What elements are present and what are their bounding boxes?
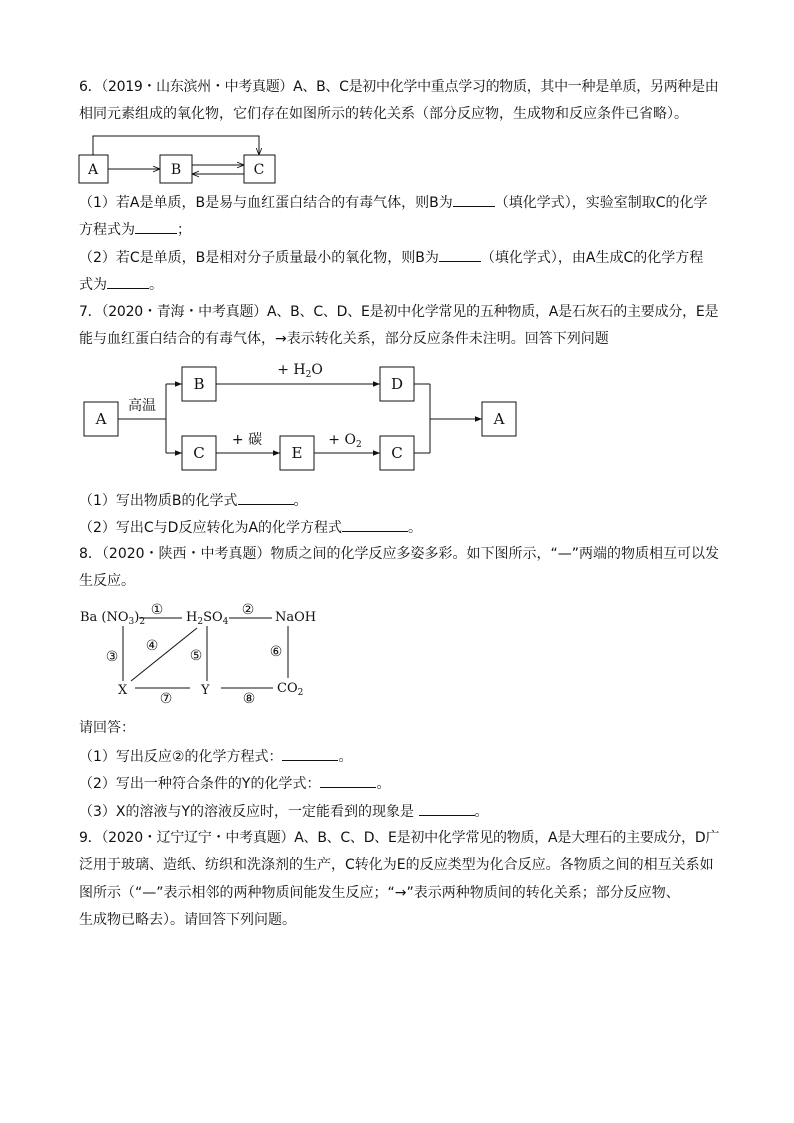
- q6-sub2-text-a: （2）若C是单质，B是相对分子质量最小的氧化物，则B为: [79, 250, 439, 266]
- q8-node-y: Y: [201, 683, 210, 698]
- q8-sub3-blank[interactable]: [419, 801, 475, 816]
- q7-sub1-text-a: （1）写出物质B的化学式: [79, 493, 238, 509]
- q6-node-b: B: [170, 162, 182, 178]
- q8-sub1-blank[interactable]: [282, 746, 338, 761]
- q6-sub1-text-b: （填化学式），实验室制取C的化学: [494, 195, 708, 211]
- q8-sub3-text-a: （3）X的溶液与Y的溶液反应时，一定能看到的现象是: [79, 804, 419, 820]
- q8-sub1-text-b: 。: [338, 749, 353, 765]
- q7-sub2-text-a: （2）写出C与D反应转化为A的化学方程式: [79, 520, 343, 536]
- q8-header-line1: 8．（2020・陕西・中考真题）物质之间的化学反应多姿多彩。如下图所示，“—”两端的物质相互可以发: [79, 546, 720, 562]
- q8-node-ba-no3-2: Ba $(NO_3)_2$: [80, 610, 146, 627]
- q8-sub2-text-a: （2）写出一种符合条件的Y的化学式：: [79, 776, 321, 792]
- q6-sub1-text-d: ；: [177, 222, 191, 238]
- q7-node-b: B: [193, 375, 205, 393]
- q8-header-line2: 生反应。: [79, 573, 135, 589]
- q7-label-plus-water: + $H_2O$: [277, 362, 323, 380]
- q9-line4: 生成物已略去）。请回答下列问题。: [79, 912, 296, 928]
- q9-line1: 9．（2020・辽宁辽宁・中考真题）A、B、C、D、E是初中化学常见的物质，A是大理石的主要成分，D广: [79, 830, 720, 846]
- q6-sub1-text-a: （1）若A是单质，B是易与血红蛋白结合的有毒气体，则B为: [79, 195, 453, 211]
- q7-node-a-left: A: [95, 410, 107, 428]
- q8-label-3: ③: [105, 649, 119, 665]
- q8-sub1: [79, 746, 352, 767]
- q8-sub3-text-b: 。: [474, 804, 489, 820]
- q6-node-a: A: [87, 162, 99, 178]
- q8-label-2: ②: [241, 602, 255, 618]
- q8-label-6: ⑥: [269, 644, 283, 660]
- q8-node-x: X: [118, 683, 128, 698]
- q8-label-8: ⑧: [242, 691, 256, 707]
- q6-sub2-text-d: 。: [149, 277, 163, 293]
- q6-header-line1: 6．（2019・山东滨州・中考真题）A、B、C是初中化学中重点学习的物质，其中一种是单质，另两种是由: [79, 79, 719, 95]
- q8-label-5: ⑤: [189, 648, 203, 664]
- q6-header-line2: 相同元素组成的氧化物，它们存在如图所示的转化关系（部分反应物，生成物和反应条件已省略）。: [79, 106, 688, 122]
- q6-node-c: C: [253, 162, 265, 178]
- q7-label-high-temp: 高温: [128, 398, 156, 414]
- q7-node-c-mid: C: [193, 444, 205, 462]
- q6-sub1-text-c: 方程式为: [79, 222, 135, 238]
- q7-header-line1: 7．（2020・青海・中考真题）A、B、C、D、E是初中化学常见的五种物质，A是石灰石的主要成分，E是: [79, 304, 719, 320]
- q8-ask: 请回答：: [79, 720, 135, 736]
- q7-label-plus-carbon: + 碳: [231, 432, 263, 448]
- q7-label-plus-o2: + $O_2$: [328, 432, 362, 450]
- q8-label-7: ⑦: [159, 691, 173, 707]
- q7-node-c-right: C: [391, 444, 403, 462]
- q7-node-a-right: A: [493, 410, 505, 428]
- q9-line2: 泛用于玻璃、造纸、纺织和洗涤剂的生产，C转化为E的反应类型为化合反应。各物质之间的相互关系如: [79, 857, 714, 873]
- q9-line3: 图所示（“—”表示相邻的两种物质间能发生反应；“→”表示两种物质间的转化关系；部分反应物、: [79, 885, 680, 901]
- q6-sub2-text-b: （填化学式），由A生成C的化学方程: [480, 250, 704, 266]
- q7-sub2-text-b: 。: [408, 520, 423, 536]
- q8-node-co2: $CO_2$: [277, 681, 304, 698]
- q7-node-d: D: [390, 375, 404, 393]
- q7-header-line2: 能与血红蛋白结合的有毒气体，→表示转化关系，部分反应条件未注明。回答下列问题: [79, 331, 609, 347]
- q6-sub2-text-c: 式为: [79, 277, 107, 293]
- q8-label-4: ④: [145, 638, 159, 654]
- q8-label-1: ①: [150, 602, 164, 618]
- q8-sub2-blank[interactable]: [320, 773, 376, 788]
- q8-node-naoh: NaOH: [275, 610, 317, 625]
- q7-node-e: E: [291, 444, 303, 462]
- q7-sub1-text-b: 。: [293, 493, 308, 509]
- q8-line-4: [131, 628, 197, 681]
- q8-node-h2so4: $H_2SO_4$: [186, 610, 229, 627]
- q8-sub1-text-a: （1）写出反应②的化学方程式：: [79, 749, 283, 765]
- q8-sub2-text-b: 。: [376, 776, 391, 792]
- q8-sub2: [79, 773, 390, 794]
- q8-sub3: [79, 801, 489, 822]
